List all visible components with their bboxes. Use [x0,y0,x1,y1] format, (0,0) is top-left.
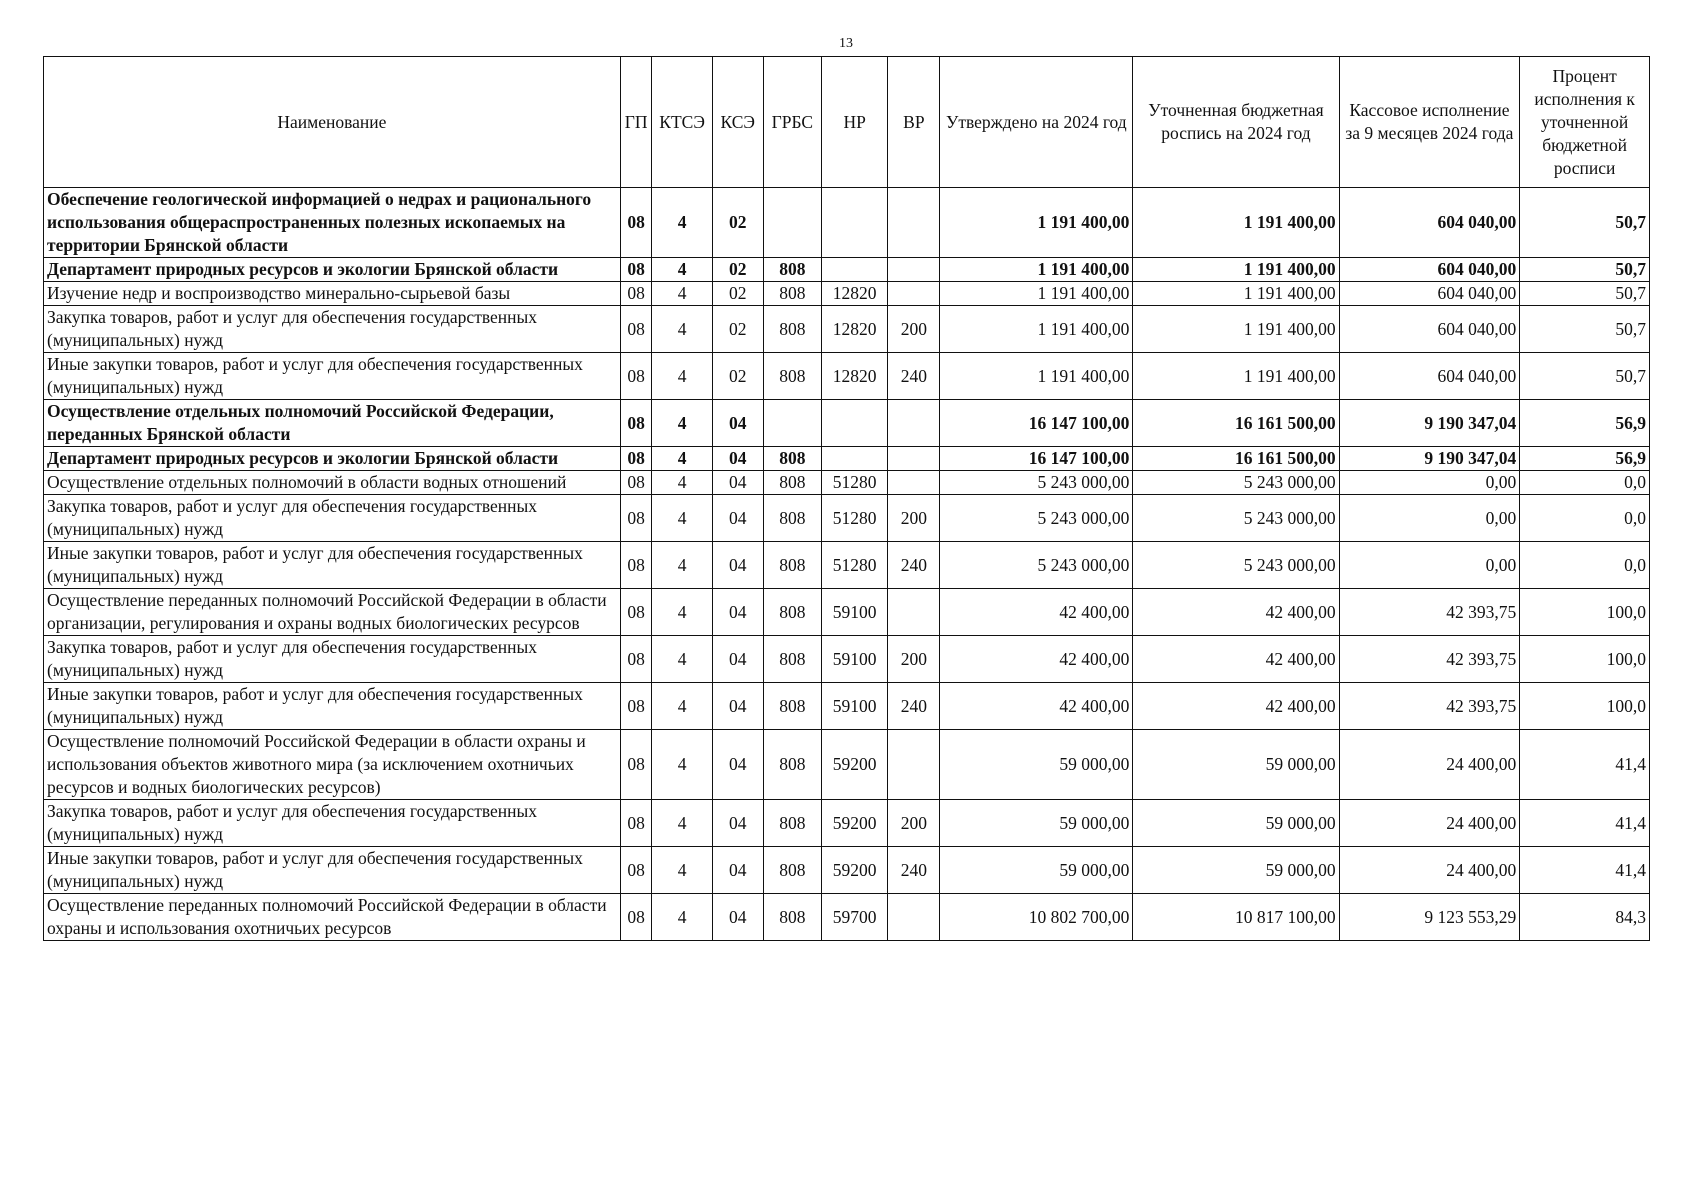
cell-cash: 9 123 553,29 [1339,894,1520,941]
cell-percent: 41,4 [1520,730,1650,800]
table-row [44,471,1650,495]
cell-vr: 200 [888,495,940,542]
cell-percent: 50,7 [1520,258,1650,282]
header-row [44,57,1650,188]
cell-approved: 5 243 000,00 [940,542,1133,589]
cell-grbs: 808 [763,353,821,400]
cell-name: Иные закупки товаров, работ и услуг для обеспечения государственных (муниципальных) нужд [44,542,621,589]
cell-grbs: 808 [763,282,821,306]
cell-kse: 04 [712,730,763,800]
table-row [44,306,1650,353]
cell-percent: 100,0 [1520,683,1650,730]
table-row [44,730,1650,800]
cell-name: Осуществление полномочий Российской Федерации в области охраны и использования объектов животного мира (за исключением охотничьих ресурсов и водных биологических ресурсов) [44,730,621,800]
cell-vr [888,589,940,636]
cell-kse: 02 [712,306,763,353]
cell-grbs: 808 [763,800,821,847]
cell-ktse: 4 [652,894,712,941]
cell-gp: 08 [620,258,652,282]
cell-nr: 59200 [821,730,887,800]
cell-percent: 0,0 [1520,471,1650,495]
cell-percent: 100,0 [1520,636,1650,683]
cell-vr: 240 [888,683,940,730]
cell-nr: 59200 [821,847,887,894]
header-refined: Уточненная бюджетная роспись на 2024 год [1133,57,1339,188]
cell-ktse: 4 [652,847,712,894]
cell-kse: 04 [712,894,763,941]
cell-refined: 1 191 400,00 [1133,282,1339,306]
cell-grbs: 808 [763,306,821,353]
cell-nr [821,400,887,447]
cell-percent: 50,7 [1520,282,1650,306]
cell-cash: 42 393,75 [1339,589,1520,636]
cell-name: Осуществление переданных полномочий Российской Федерации в области охраны и использования охотничьих ресурсов [44,894,621,941]
cell-name: Закупка товаров, работ и услуг для обеспечения государственных (муниципальных) нужд [44,306,621,353]
table-row [44,800,1650,847]
table-row [44,894,1650,941]
cell-kse: 02 [712,188,763,258]
table-row [44,447,1650,471]
cell-name: Закупка товаров, работ и услуг для обеспечения государственных (муниципальных) нужд [44,636,621,683]
cell-gp: 08 [620,542,652,589]
header-approved: Утверждено на 2024 год [940,57,1133,188]
cell-cash: 24 400,00 [1339,730,1520,800]
cell-grbs [763,188,821,258]
cell-gp: 08 [620,471,652,495]
cell-refined: 1 191 400,00 [1133,188,1339,258]
cell-cash: 604 040,00 [1339,353,1520,400]
cell-cash: 604 040,00 [1339,188,1520,258]
cell-grbs: 808 [763,847,821,894]
cell-percent: 50,7 [1520,188,1650,258]
cell-grbs: 808 [763,258,821,282]
cell-name: Иные закупки товаров, работ и услуг для обеспечения государственных (муниципальных) нужд [44,847,621,894]
cell-gp: 08 [620,495,652,542]
cell-kse: 02 [712,353,763,400]
table-row [44,188,1650,258]
header-percent: Процент исполнения к уточненной бюджетной росписи [1520,57,1650,188]
cell-approved: 59 000,00 [940,847,1133,894]
cell-cash: 24 400,00 [1339,800,1520,847]
table-row [44,400,1650,447]
cell-cash: 604 040,00 [1339,282,1520,306]
cell-ktse: 4 [652,471,712,495]
cell-ktse: 4 [652,282,712,306]
cell-gp: 08 [620,400,652,447]
cell-nr: 12820 [821,282,887,306]
cell-approved: 1 191 400,00 [940,306,1133,353]
header-name: Наименование [44,57,621,188]
table-row [44,542,1650,589]
header-vr: ВР [888,57,940,188]
cell-gp: 08 [620,683,652,730]
cell-approved: 59 000,00 [940,800,1133,847]
cell-percent: 56,9 [1520,447,1650,471]
header-ktse: КТСЭ [652,57,712,188]
cell-cash: 9 190 347,04 [1339,447,1520,471]
cell-refined: 42 400,00 [1133,636,1339,683]
cell-ktse: 4 [652,495,712,542]
cell-ktse: 4 [652,400,712,447]
table-row [44,282,1650,306]
cell-nr [821,188,887,258]
cell-kse: 04 [712,542,763,589]
cell-name: Изучение недр и воспроизводство минерально-сырьевой базы [44,282,621,306]
cell-refined: 1 191 400,00 [1133,306,1339,353]
cell-nr: 12820 [821,353,887,400]
table-row [44,847,1650,894]
cell-kse: 04 [712,847,763,894]
cell-nr: 51280 [821,471,887,495]
table-row [44,353,1650,400]
cell-refined: 16 161 500,00 [1133,400,1339,447]
cell-nr: 12820 [821,306,887,353]
cell-gp: 08 [620,282,652,306]
cell-gp: 08 [620,306,652,353]
cell-ktse: 4 [652,188,712,258]
cell-approved: 1 191 400,00 [940,282,1133,306]
table-row [44,495,1650,542]
cell-kse: 04 [712,800,763,847]
cell-refined: 16 161 500,00 [1133,447,1339,471]
cell-name: Иные закупки товаров, работ и услуг для обеспечения государственных (муниципальных) нужд [44,353,621,400]
cell-name: Осуществление отдельных полномочий в области водных отношений [44,471,621,495]
cell-kse: 04 [712,471,763,495]
cell-ktse: 4 [652,447,712,471]
cell-grbs: 808 [763,636,821,683]
cell-nr: 59200 [821,800,887,847]
cell-refined: 5 243 000,00 [1133,471,1339,495]
cell-refined: 1 191 400,00 [1133,258,1339,282]
cell-vr [888,471,940,495]
cell-vr [888,400,940,447]
cell-gp: 08 [620,847,652,894]
page-number: 13 [839,36,853,51]
cell-ktse: 4 [652,258,712,282]
cell-nr [821,258,887,282]
cell-vr: 200 [888,306,940,353]
cell-grbs: 808 [763,447,821,471]
cell-kse: 04 [712,495,763,542]
cell-vr [888,258,940,282]
cell-kse: 04 [712,636,763,683]
cell-ktse: 4 [652,683,712,730]
cell-name: Иные закупки товаров, работ и услуг для обеспечения государственных (муниципальных) нужд [44,683,621,730]
cell-name: Осуществление переданных полномочий Российской Федерации в области организации, регулирования и охраны водных биологических ресурсов [44,589,621,636]
cell-name: Департамент природных ресурсов и экологии Брянской области [44,447,621,471]
cell-ktse: 4 [652,542,712,589]
cell-grbs: 808 [763,589,821,636]
cell-percent: 50,7 [1520,306,1650,353]
cell-percent: 41,4 [1520,800,1650,847]
cell-vr [888,188,940,258]
cell-gp: 08 [620,589,652,636]
cell-kse: 04 [712,589,763,636]
cell-grbs: 808 [763,730,821,800]
cell-approved: 16 147 100,00 [940,447,1133,471]
cell-approved: 42 400,00 [940,683,1133,730]
cell-refined: 42 400,00 [1133,589,1339,636]
cell-grbs [763,400,821,447]
cell-ktse: 4 [652,306,712,353]
cell-approved: 5 243 000,00 [940,495,1133,542]
cell-percent: 100,0 [1520,589,1650,636]
cell-refined: 59 000,00 [1133,847,1339,894]
cell-gp: 08 [620,447,652,471]
cell-grbs: 808 [763,471,821,495]
cell-name: Закупка товаров, работ и услуг для обеспечения государственных (муниципальных) нужд [44,495,621,542]
cell-grbs: 808 [763,542,821,589]
cell-refined: 5 243 000,00 [1133,495,1339,542]
cell-approved: 16 147 100,00 [940,400,1133,447]
cell-approved: 42 400,00 [940,589,1133,636]
cell-approved: 1 191 400,00 [940,258,1133,282]
cell-gp: 08 [620,188,652,258]
cell-nr: 59100 [821,636,887,683]
cell-ktse: 4 [652,730,712,800]
table-row [44,258,1650,282]
cell-vr: 240 [888,847,940,894]
cell-vr: 200 [888,636,940,683]
cell-percent: 50,7 [1520,353,1650,400]
cell-refined: 10 817 100,00 [1133,894,1339,941]
cell-percent: 41,4 [1520,847,1650,894]
cell-vr: 240 [888,542,940,589]
cell-vr [888,730,940,800]
cell-cash: 0,00 [1339,542,1520,589]
cell-refined: 59 000,00 [1133,730,1339,800]
cell-kse: 02 [712,282,763,306]
cell-refined: 5 243 000,00 [1133,542,1339,589]
cell-nr: 51280 [821,542,887,589]
cell-name: Осуществление отдельных полномочий Российской Федерации, переданных Брянской области [44,400,621,447]
cell-nr: 51280 [821,495,887,542]
header-gp: ГП [620,57,652,188]
cell-kse: 04 [712,683,763,730]
cell-ktse: 4 [652,589,712,636]
header-grbs: ГРБС [763,57,821,188]
cell-cash: 9 190 347,04 [1339,400,1520,447]
cell-gp: 08 [620,800,652,847]
cell-grbs: 808 [763,495,821,542]
budget-table [43,56,1650,941]
table-row [44,683,1650,730]
cell-name: Закупка товаров, работ и услуг для обеспечения государственных (муниципальных) нужд [44,800,621,847]
cell-percent: 56,9 [1520,400,1650,447]
cell-nr: 59100 [821,589,887,636]
cell-gp: 08 [620,636,652,683]
cell-cash: 604 040,00 [1339,306,1520,353]
cell-vr: 200 [888,800,940,847]
cell-gp: 08 [620,894,652,941]
cell-cash: 24 400,00 [1339,847,1520,894]
table-body [44,188,1650,941]
cell-percent: 0,0 [1520,542,1650,589]
header-cash: Кассовое исполнение за 9 месяцев 2024 года [1339,57,1520,188]
cell-nr: 59700 [821,894,887,941]
cell-ktse: 4 [652,636,712,683]
cell-kse: 02 [712,258,763,282]
cell-grbs: 808 [763,683,821,730]
cell-cash: 0,00 [1339,471,1520,495]
cell-percent: 0,0 [1520,495,1650,542]
table-row [44,589,1650,636]
table-row [44,636,1650,683]
cell-vr: 240 [888,353,940,400]
cell-refined: 59 000,00 [1133,800,1339,847]
cell-cash: 42 393,75 [1339,636,1520,683]
cell-gp: 08 [620,730,652,800]
cell-cash: 0,00 [1339,495,1520,542]
cell-approved: 1 191 400,00 [940,188,1133,258]
cell-refined: 1 191 400,00 [1133,353,1339,400]
cell-ktse: 4 [652,353,712,400]
cell-approved: 1 191 400,00 [940,353,1133,400]
cell-gp: 08 [620,353,652,400]
cell-percent: 84,3 [1520,894,1650,941]
cell-approved: 10 802 700,00 [940,894,1133,941]
header-kse: КСЭ [712,57,763,188]
cell-vr [888,447,940,471]
cell-nr: 59100 [821,683,887,730]
cell-vr [888,894,940,941]
cell-nr [821,447,887,471]
cell-approved: 59 000,00 [940,730,1133,800]
header-nr: НР [821,57,887,188]
cell-cash: 42 393,75 [1339,683,1520,730]
cell-name: Департамент природных ресурсов и экологии Брянской области [44,258,621,282]
cell-kse: 04 [712,447,763,471]
cell-refined: 42 400,00 [1133,683,1339,730]
cell-approved: 5 243 000,00 [940,471,1133,495]
cell-name: Обеспечение геологической информацией о недрах и рационального использования общераспространенных полезных ископаемых на территории Брянской области [44,188,621,258]
cell-grbs: 808 [763,894,821,941]
cell-approved: 42 400,00 [940,636,1133,683]
cell-kse: 04 [712,400,763,447]
cell-vr [888,282,940,306]
cell-cash: 604 040,00 [1339,258,1520,282]
cell-ktse: 4 [652,800,712,847]
